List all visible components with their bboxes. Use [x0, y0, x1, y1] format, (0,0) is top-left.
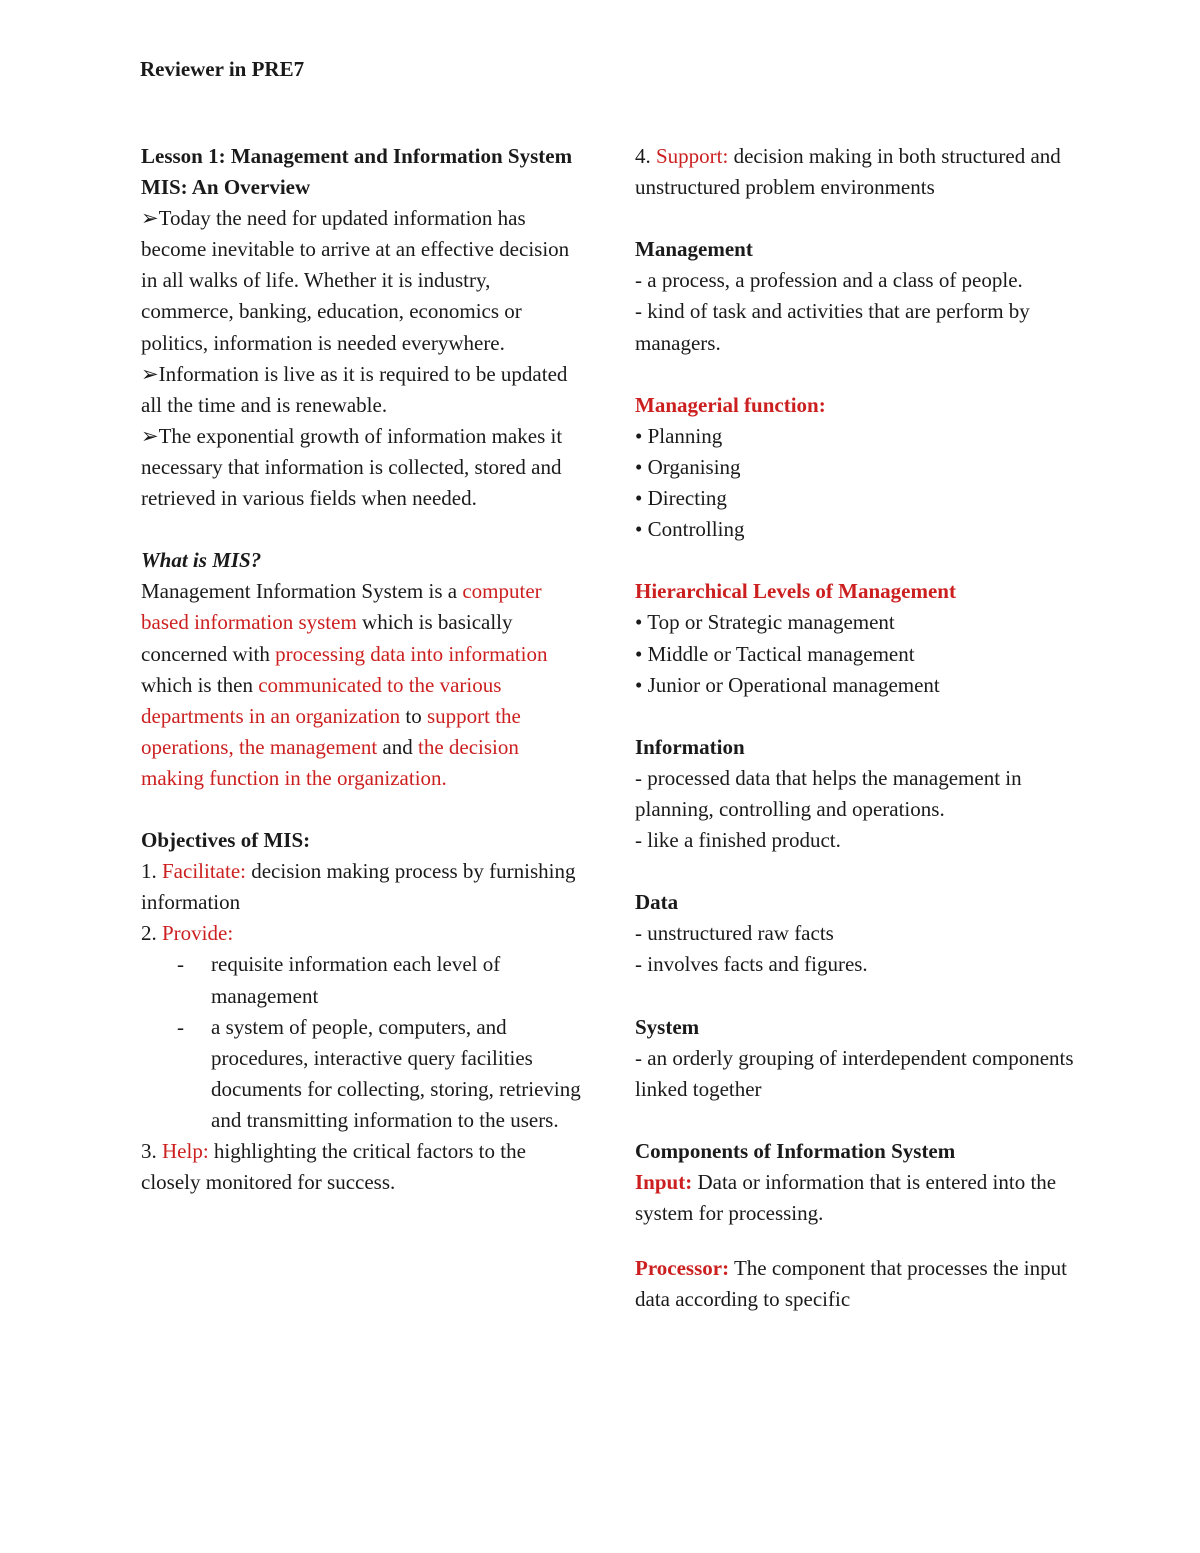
- managerial-function-item: • Planning: [635, 423, 723, 448]
- objective-item: 3. Help: highlighting the critical factors to the closely monitored for success.: [141, 1139, 526, 1195]
- managerial-function-item: • Controlling: [635, 517, 745, 542]
- data-line: - involves facts and figures.: [635, 952, 868, 977]
- management-line: - kind of task and activities that are perform by managers.: [635, 299, 1030, 355]
- information-line: - like a finished product.: [635, 828, 841, 853]
- objective-subitem: - a system of people, computers, and procedures, interactive query facilities documents for collecting, storing, retrieving and transmitting information to the users.: [177, 1014, 581, 1132]
- overview-bullet: ➢The exponential growth of information makes it necessary that information is collected, stored and retrieved in various fields when needed.: [141, 423, 563, 511]
- left-column: [141, 141, 581, 1198]
- managerial-function-item: • Organising: [635, 454, 741, 479]
- what-is-mis-title: What is MIS?: [141, 548, 262, 573]
- data-title: Data: [635, 890, 679, 915]
- hierarchy-item: • Top or Strategic management: [635, 610, 895, 635]
- overview-bullet: ➢Today the need for updated information has become inevitable to arrive at an effective decision in all walks of life. Whether it is industry, commerce, banking, education, economics or politics, information is needed everywhere.: [141, 206, 570, 355]
- management-line: - a process, a profession and a class of people.: [635, 268, 1023, 293]
- lesson-title: Lesson 1: Management and Information System: [141, 144, 573, 168]
- system-title: System: [635, 1014, 700, 1039]
- component-input: Input: Data or information that is entered into the system for processing.: [635, 1170, 1057, 1226]
- managerial-function-item: • Directing: [635, 486, 727, 511]
- information-line: - processed data that helps the management in planning, controlling and operations.: [635, 765, 1022, 821]
- hierarchy-item: • Middle or Tactical management: [635, 641, 915, 666]
- what-is-mis-paragraph: Management Information System is a computer based information system which is basically concerned with processing data into information which is then communicated to the various departments in an organization to support the operations, the management and the decision making function in the organization.: [141, 579, 548, 790]
- objective-item: 1. Facilitate: decision making process by furnishing information: [141, 859, 576, 915]
- page-title: Reviewer in PRE7: [140, 57, 305, 81]
- objective-item: 2. Provide:: [141, 921, 234, 946]
- objectives-title: Objectives of MIS:: [141, 828, 311, 853]
- system-line: - an orderly grouping of interdependent components linked together: [635, 1045, 1074, 1101]
- hierarchy-item: • Junior or Operational management: [635, 672, 940, 697]
- overview-bullet: ➢Information is live as it is required to be updated all the time and is renewable.: [141, 361, 568, 417]
- information-title: Information: [635, 734, 745, 759]
- data-line: - unstructured raw facts: [635, 921, 834, 946]
- component-processor: Processor: The component that processes the input data according to specific: [635, 1256, 1067, 1312]
- components-title: Components of Information System: [635, 1139, 956, 1163]
- hierarchy-title: Hierarchical Levels of Management: [635, 579, 956, 604]
- overview-title: MIS: An Overview: [141, 175, 311, 200]
- objective-item: 4. Support: decision making in both structured and unstructured problem environments: [635, 144, 1061, 200]
- management-title: Management: [635, 237, 753, 262]
- managerial-function-title: Managerial function:: [635, 392, 826, 417]
- right-column: [635, 141, 1075, 1315]
- objective-subitem: - requisite information each level of management: [177, 952, 501, 1008]
